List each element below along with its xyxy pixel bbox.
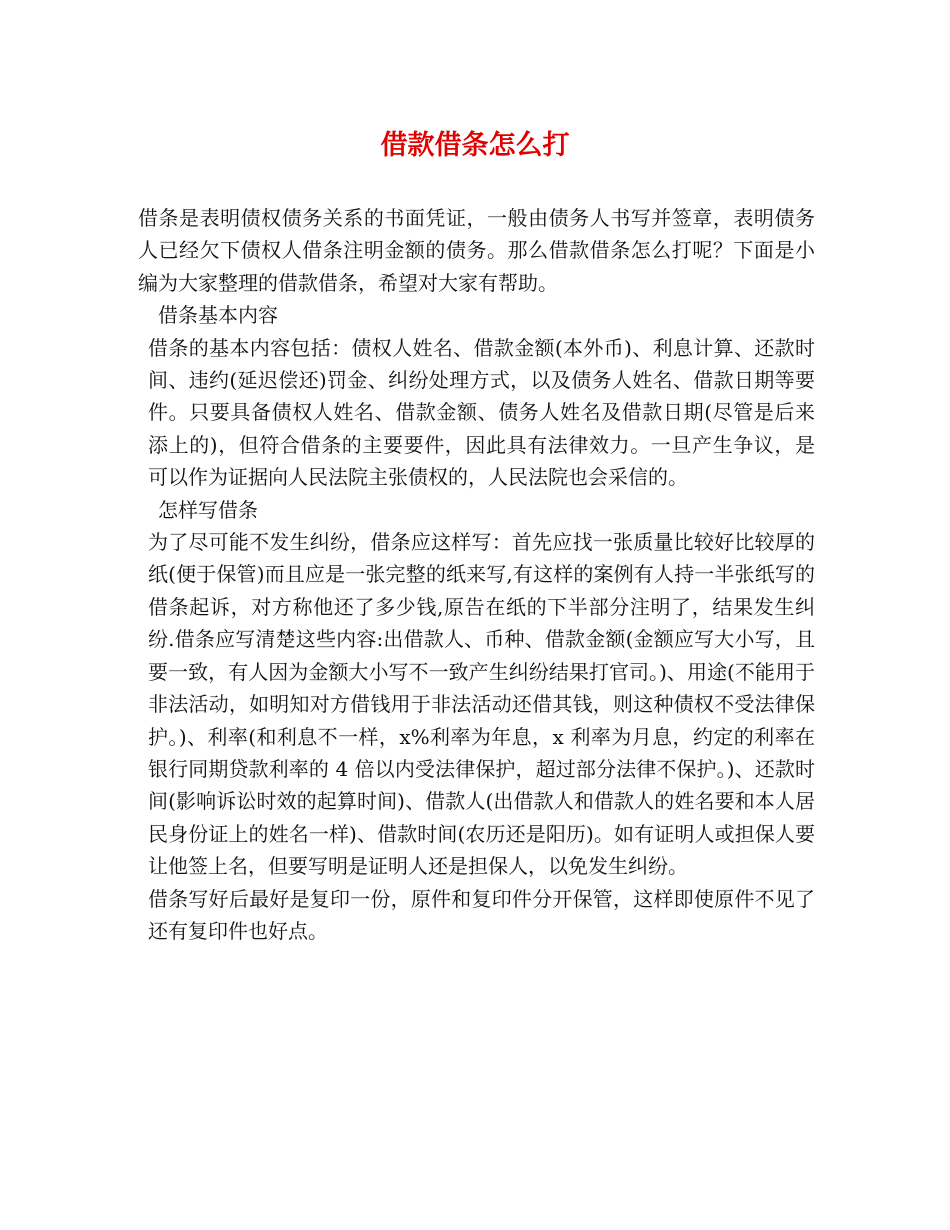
page-title: 借款借条怎么打 bbox=[380, 130, 570, 161]
paragraph-intro: 借条是表明债权债务关系的书面凭证，一般由债务人书写并签章，表明债务人已经欠下债权人借条注明金额的债务。那么借款借条怎么打呢？下面是小编为大家整理的借款借条，希望对大家有帮助。 bbox=[138, 206, 815, 295]
paragraph-copy-advice: 借条写好后最好是复印一份，原件和复印件分开保管，这样即使原件不见了还有复印件也好点。 bbox=[148, 886, 815, 943]
section-heading-how-to-write: 怎样写借条 bbox=[158, 497, 258, 522]
paragraph-basic-content: 借条的基本内容包括：债权人姓名、借款金额(本外币)、利息计算、还款时间、违约(延迟偿还)罚金、纠纷处理方式，以及债务人姓名、借款日期等要件。只要具备债权人姓名、借款金额、债务人姓名及借款日期(尽管是后来添上的)，但符合借条的主要要件，因此具有法律效力。一旦产生争议，是可以作为证据向人民法院主张债权的，人民法院也会采信的。 bbox=[148, 335, 815, 490]
paragraph-how-to-write: 为了尽可能不发生纠纷，借条应这样写：首先应找一张质量比较好比较厚的纸(便于保管)而且应是一张完整的纸来写,有这样的案例有人持一半张纸写的借条起诉，对方称他还了多少钱,原告在纸的下半部分注明了，结果发生纠纷.借条应写清楚这些内容:出借款人、币种、借款金额(金额应写大小写，且要一致，有人因为金额大小写不一致产生纠纷结果打官司。)、用途(不能用于非法活动，如明知对方借钱用于非法活动还借其钱，则这种债权不受法律保护。)、利率(和利息不一样，x%利率为年息，x 利率为月息，约定的利率在银行同期贷款利率的 4 倍以内受法律保护，超过部分法律不保护。)、还款时间(影响诉讼时效的起算时间)、借款人(出借款人和借款人的姓名要和本人居民身份证上的姓名一样)、借款时间(农历还是阳历)。如有证明人或担保人要让他签上名，但要写明是证明人还是担保人，以免发生纠纷。 bbox=[148, 530, 815, 879]
document-body bbox=[138, 202, 815, 947]
section-heading-basic-content: 借条基本内容 bbox=[158, 303, 278, 328]
